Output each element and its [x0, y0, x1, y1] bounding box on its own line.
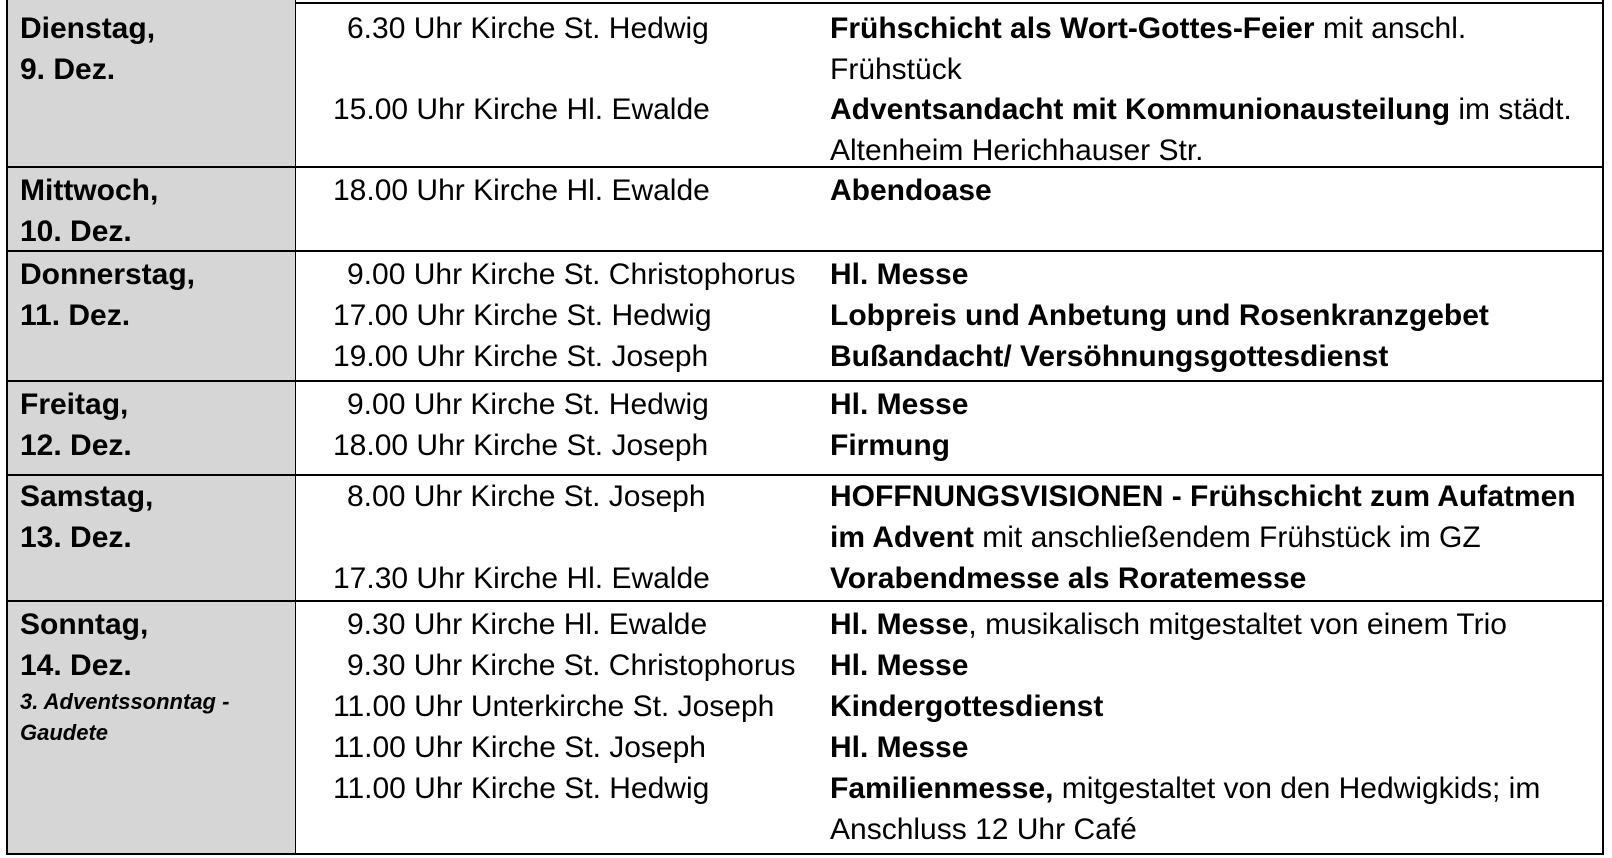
- event-time-location: 9.00 Uhr Kirche St. Hedwig: [347, 388, 709, 421]
- event-description: [830, 384, 1600, 425]
- event-title: Frühschicht als Wort-Gottes-Feier: [830, 12, 1315, 45]
- event-title: Abendoase: [830, 174, 992, 207]
- day-row-friday: [6, 382, 1604, 476]
- event-title: Hl. Messe: [830, 388, 969, 421]
- event-title: Lobpreis und Anbetung und Rosenkranzgebet: [830, 299, 1489, 332]
- day-note: 3. Adventssonntag - Gaudete: [20, 689, 230, 745]
- event-title: HOFFNUNGSVISIONEN - Frühschicht zum Aufatmen im Advent: [830, 480, 1576, 554]
- event-description: [830, 425, 1600, 466]
- event-detail: im städt. Altenheim Herichhauser Str.: [830, 93, 1572, 167]
- event-title: Hl. Messe: [830, 608, 969, 641]
- day-row-wednesday: [6, 168, 1604, 252]
- event-time-location: 18.00 Uhr Kirche St. Joseph: [333, 429, 709, 462]
- day-name: Donnerstag,: [20, 258, 196, 291]
- event-description: [830, 727, 1600, 768]
- schedule-table: [6, 0, 1606, 855]
- event-time-location: 18.00 Uhr Kirche Hl. Ewalde: [333, 174, 710, 207]
- event-time-location: 15.00 Uhr Kirche Hl. Ewalde: [333, 93, 710, 126]
- event-time-location: 11.00 Uhr Unterkirche St. Joseph: [333, 690, 775, 723]
- event-time-location: 11.00 Uhr Kirche St. Joseph: [333, 731, 706, 764]
- day-date: 13. Dez.: [20, 521, 132, 554]
- event-title: Familienmesse,: [830, 772, 1054, 805]
- event-time-location: 9.00 Uhr Kirche St. Christophorus: [347, 258, 796, 291]
- event-time-location: 8.00 Uhr Kirche St. Joseph: [347, 480, 706, 513]
- event-description: [830, 89, 1600, 171]
- event-detail: mit anschl. Frühstück: [830, 12, 1467, 86]
- event-title: Firmung: [830, 429, 950, 462]
- day-date: 12. Dez.: [20, 429, 132, 462]
- event-description: [830, 170, 1600, 211]
- event-description: [830, 558, 1600, 599]
- event-title: Bußandacht/ Versöhnungsgottesdienst: [830, 340, 1389, 373]
- event-detail: mit anschließendem Frühstück im GZ: [973, 521, 1481, 554]
- event-time-location: 17.30 Uhr Kirche Hl. Ewalde: [333, 562, 710, 595]
- event-title: Hl. Messe: [830, 258, 969, 291]
- day-name: Samstag,: [20, 480, 154, 513]
- day-date: 14. Dez.: [20, 649, 132, 682]
- event-title: Kindergottesdienst: [830, 690, 1104, 723]
- day-name: Dienstag,: [20, 12, 156, 45]
- event-time-location: 19.00 Uhr Kirche St. Joseph: [333, 340, 709, 373]
- event-description: [830, 254, 1600, 295]
- day-date: 10. Dez.: [20, 215, 132, 248]
- event-title: Vorabendmesse als Roratemesse: [830, 562, 1307, 595]
- event-description: [830, 686, 1600, 727]
- event-time-location: 9.30 Uhr Kirche Hl. Ewalde: [347, 608, 708, 641]
- event-time-location: 17.00 Uhr Kirche St. Hedwig: [333, 299, 712, 332]
- event-description: [830, 645, 1600, 686]
- day-row-tuesday: [6, 0, 1604, 168]
- event-title: Hl. Messe: [830, 731, 969, 764]
- day-row-saturday: [6, 476, 1604, 602]
- event-title: Hl. Messe: [830, 649, 969, 682]
- event-detail: mitgestaltet von den Hedwigkids; im Anschluss 12 Uhr Café: [830, 772, 1541, 846]
- day-date: 11. Dez.: [20, 299, 131, 332]
- event-detail: , musikalisch mitgestaltet von einem Trio: [968, 608, 1507, 641]
- event-description: [830, 476, 1600, 558]
- event-description: [830, 295, 1600, 336]
- day-name: Mittwoch,: [20, 174, 159, 207]
- event-description: [830, 336, 1600, 377]
- event-description: [830, 604, 1600, 645]
- day-name: Sonntag,: [20, 608, 149, 641]
- day-name: Freitag,: [20, 388, 129, 421]
- event-title: Adventsandacht mit Kommunionausteilung: [830, 93, 1451, 126]
- event-description: [830, 8, 1600, 90]
- day-row-sunday: [6, 602, 1604, 855]
- day-date: 9. Dez.: [20, 53, 116, 86]
- event-time-location: 9.30 Uhr Kirche St. Christophorus: [347, 649, 796, 682]
- event-description: [830, 768, 1600, 850]
- day-row-thursday: [6, 252, 1604, 382]
- event-time-location: 6.30 Uhr Kirche St. Hedwig: [347, 12, 709, 45]
- event-time-location: 11.00 Uhr Kirche St. Hedwig: [333, 772, 710, 805]
